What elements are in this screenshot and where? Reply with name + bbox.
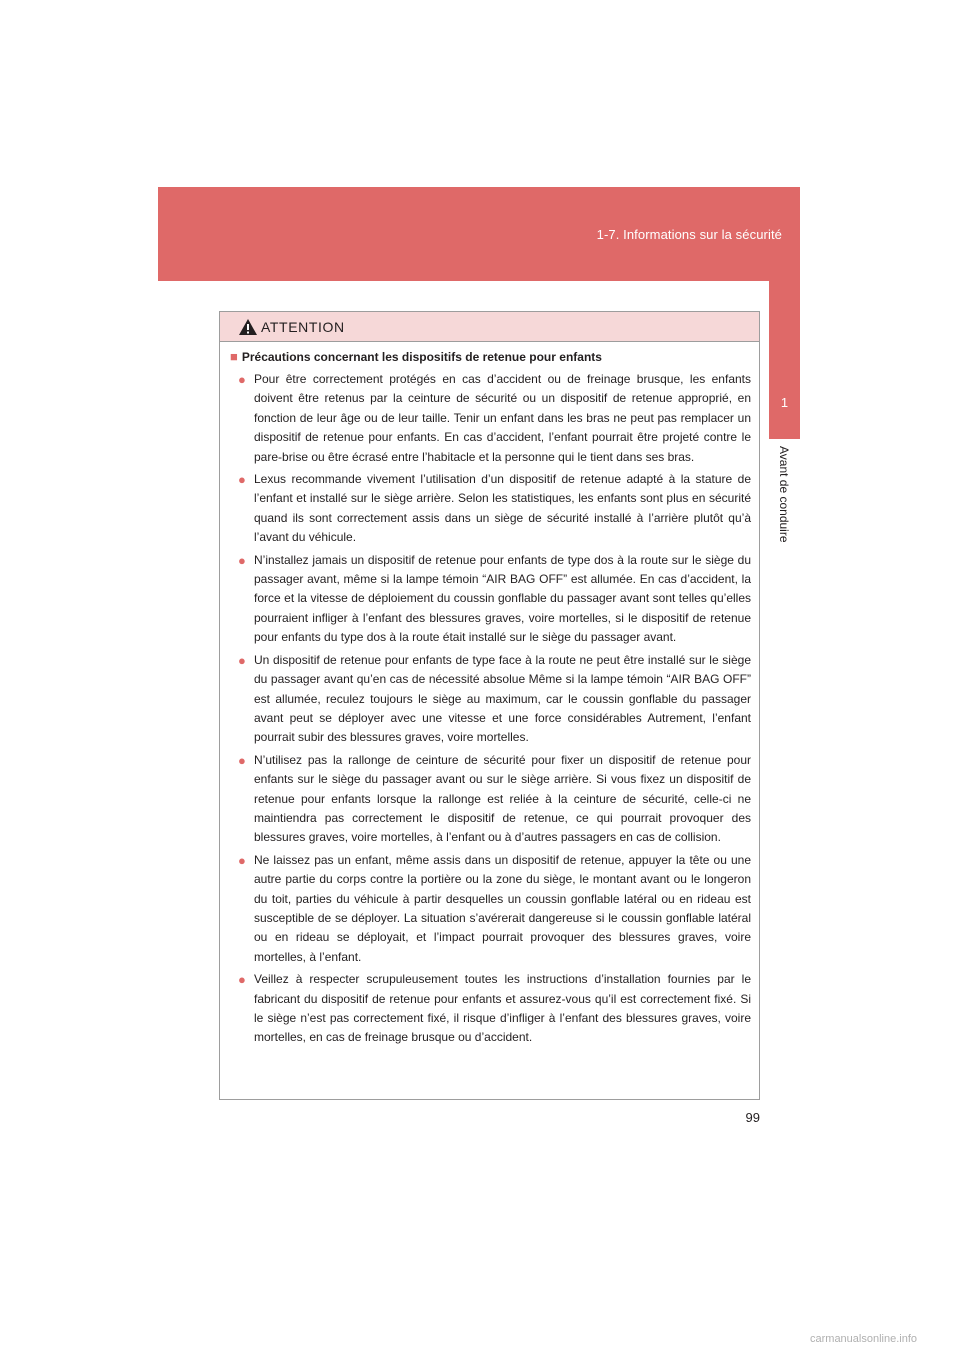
bullet-text: Lexus recommande vivement l’utilisation d’un dispositif de retenue adapté à la stature de l’enfant et installé sur le siège arrière. Selon les statistiques, les enfants sont plus en sécurité quand ils sont correctement assis dans un siège de sécurité installé à l’arrière plutôt qu’à l’avant du véhicule. bbox=[254, 472, 751, 545]
bullet-text: Veillez à respecter scrupuleusement toutes les instructions d’installation fournies par le fabricant du dispositif de retenue pour enfants et assurez-vous qu’il est correctement fixé. Si le siège n’est pas correctement fixé, il risque d’infliger à l’enfant des blessures graves, voire mortelles, en cas de freinage brusque ou d’accident. bbox=[254, 972, 751, 1045]
bullet-item bbox=[230, 970, 751, 1048]
bullet-dot-icon: ● bbox=[238, 652, 246, 668]
bullet-dot-icon: ● bbox=[238, 472, 246, 488]
chapter-tab bbox=[769, 281, 800, 439]
warning-header bbox=[220, 312, 759, 342]
bullet-dot-icon: ● bbox=[238, 372, 246, 387]
warning-triangle-icon bbox=[238, 318, 258, 336]
warning-body bbox=[220, 342, 759, 1048]
warning-box bbox=[219, 311, 760, 1100]
bullet-item bbox=[230, 851, 751, 967]
square-bullet-icon: ■ bbox=[230, 349, 238, 364]
bullet-text: Ne laissez pas un enfant, même assis dans un dispositif de retenue, appuyer la tête ou une autre partie du corps contre la portière ou la zone du siège, le montant avant ou le longeron du toit, parties du véhicule à partir desquelles un coussin gonflable latéral ou en rideau est susceptible de se déployer. La situation s’avérerait dangereuse si le coussin gonflable latéral ou en rideau se déployait, et l’impact pourrait provoquer des blessures graves, voire mortelles, à l’enfant. bbox=[254, 852, 751, 964]
bullet-item bbox=[230, 651, 751, 748]
bullet-dot-icon: ● bbox=[238, 972, 246, 988]
bullet-item bbox=[230, 551, 751, 648]
chapter-label: Avant de conduire bbox=[777, 446, 791, 543]
bullet-dot-icon: ● bbox=[238, 852, 246, 868]
subheading-text: Précautions concernant les dispositifs de retenue pour enfants bbox=[241, 350, 602, 364]
bullet-text: N’utilisez pas la rallonge de ceinture de sécurité pour fixer un dispositif de retenue pour enfants sur le siège du passager avant ou sur le siège arrière. Si vous fixez un dispositif de retenue pour enfants lorsque la rallonge est reliée à la ceinture de sécurité, celle-ci ne maintiendra pas correctement le dispositif de retenue, ce qui pourrait provoquer des blessures graves, voire mortelles, à l’enfant ou à d’autres passagers en cas de collision. bbox=[254, 752, 751, 845]
bullet-dot-icon: ● bbox=[238, 552, 246, 568]
header-band bbox=[158, 187, 800, 281]
bullet-text: Un dispositif de retenue pour enfants de type face à la route ne peut être installé sur le siège du passager avant qu’en cas de nécessité absolue Même si la lampe témoin “AIR BAG OFF” est allumée, reculez toujours le siège au maximum, car le coussin gonflable du passager avant peut se déployer avec une vitesse et une force considérables Autrement, l’enfant pourrait subir des blessures graves, voire mortelles. bbox=[254, 652, 751, 745]
warning-title: ATTENTION bbox=[261, 319, 345, 335]
bullet-dot-icon: ● bbox=[238, 752, 246, 768]
bullet-text: Pour être correctement protégés en cas d’accident ou de freinage brusque, les enfants doivent être retenus par la ceinture de sécurité ou un dispositif de retenue approprié, en fonction de leur âge ou de leur taille. Tenir un enfant dans les bras ne peut pas remplacer un dispositif de retenue pour enfants. En cas d’accident, l’enfant pourrait être projeté contre le pare-brise ou être écrasé entre l’habitacle et la personne qui le tient dans ses bras. bbox=[254, 372, 751, 464]
bullet-item bbox=[230, 370, 751, 467]
bullet-item bbox=[230, 470, 751, 548]
warning-subheading bbox=[230, 348, 751, 366]
bullet-item bbox=[230, 751, 751, 848]
page-number: 99 bbox=[745, 1110, 760, 1125]
section-title: 1-7. Informations sur la sécurité bbox=[596, 227, 782, 242]
bullet-text: N’installez jamais un dispositif de retenue pour enfants de type dos à la route sur le siège du passager avant, même si la lampe témoin “AIR BAG OFF” est allumée. En cas d’accident, la force et la vitesse de déploiement du coussin gonflable du passager avant sont telles qu’elles pourraient infliger à l’enfant des blessures graves, voire mortelles, si le dispositif de retenue pour enfants du type dos à la route était installé sur le siège du passager avant. bbox=[254, 552, 751, 645]
watermark-text: carmanualsonline.info bbox=[810, 1333, 918, 1345]
chapter-number: 1 bbox=[780, 395, 789, 410]
